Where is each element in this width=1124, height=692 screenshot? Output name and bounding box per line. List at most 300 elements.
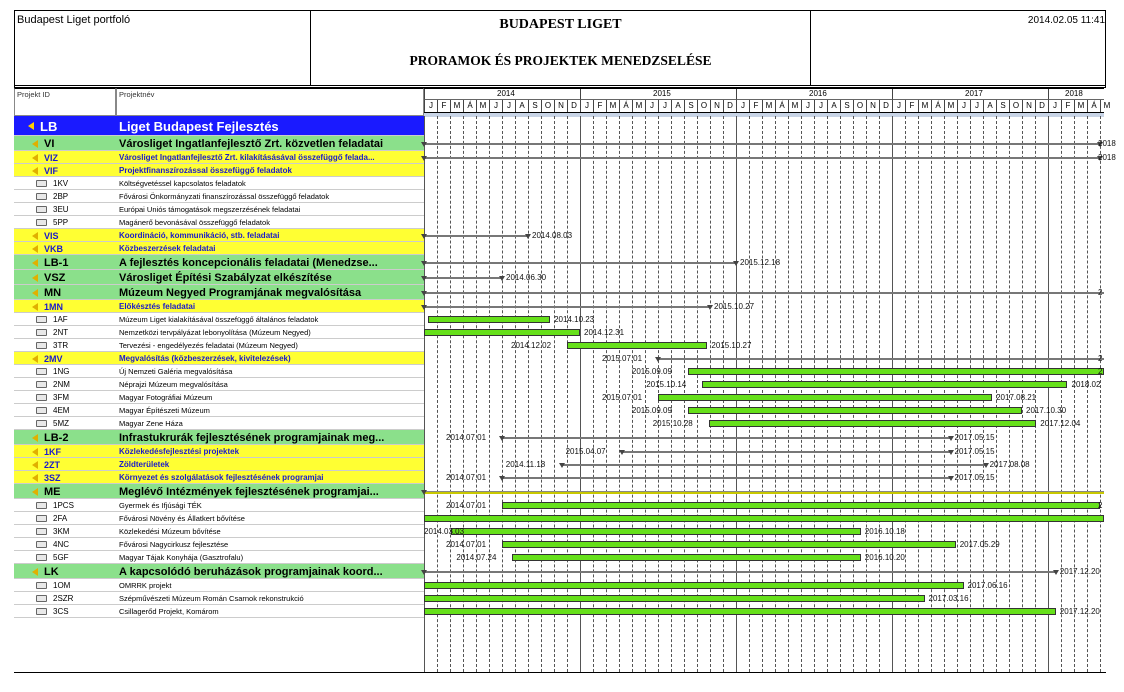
timeline-year: 2017: [892, 89, 1048, 100]
project-name: Magánerő bevonásával összefüggő feladatok: [116, 216, 424, 229]
project-name: Városliget Ingatlanfejlesztő Zrt. közvetlen feladatai: [116, 136, 424, 151]
collapse-triangle-icon[interactable]: [32, 434, 38, 442]
timeline-month: J: [1048, 100, 1061, 112]
gantt-task-bar[interactable]: [424, 608, 1056, 615]
report-date: 2014.02.05 11:41: [1027, 15, 1105, 26]
timeline-month: N: [1022, 100, 1035, 112]
milestone-marker: [499, 276, 505, 281]
project-id: 4EM: [53, 406, 70, 415]
end-date-label: 2: [1098, 287, 1103, 297]
end-date-label: 2015.10.27: [711, 340, 752, 350]
project-name: Magyar Tájak Konyhája (Gasztrofalu): [116, 551, 424, 564]
gantt-summary-bar[interactable]: [424, 571, 1056, 573]
end-date-label: 2017.08.08: [989, 459, 1030, 469]
milestone-marker: [525, 234, 531, 239]
collapse-triangle-icon[interactable]: [32, 303, 38, 311]
end-date-label: 2015.10.27: [714, 301, 755, 311]
gantt-task-bar[interactable]: [451, 528, 861, 535]
timeline-month: J: [424, 100, 437, 112]
project-name: Múzeum Liget kialakításával összefüggő általános feladatok: [116, 313, 424, 326]
start-date-label: 2014.07.01: [446, 432, 487, 442]
timeline-month: N: [710, 100, 723, 112]
project-id: 5GF: [53, 553, 69, 562]
end-date-label: 2014.08.03: [532, 230, 573, 240]
project-name: Fővárosi Nagycirkusz fejlesztése: [116, 538, 424, 551]
project-name: Magyar Fotográfiai Múzeum: [116, 391, 424, 404]
gantt-gridline: [580, 116, 581, 672]
project-name: Fővárosi Növény és Állatkert bővítése: [116, 512, 424, 525]
timeline-month: F: [905, 100, 918, 112]
project-id: 2MV: [44, 353, 63, 364]
end-date-label: 2017.06.16: [967, 580, 1008, 590]
timeline-month: J: [957, 100, 970, 112]
milestone-marker: [421, 234, 427, 239]
end-date-label: 2016.10.18: [864, 526, 905, 536]
timeline-month: Á: [775, 100, 788, 112]
collapse-triangle-icon[interactable]: [32, 232, 38, 240]
timeline-month: D: [879, 100, 892, 112]
start-date-label: 2014.07.01: [446, 472, 487, 482]
end-date-label: 2016.10.20: [864, 552, 905, 562]
project-id: VIS: [44, 230, 59, 241]
project-id: LB-2: [44, 431, 69, 444]
timeline-month: A: [827, 100, 840, 112]
end-date-label: 2018: [1098, 152, 1116, 162]
timeline-month: D: [1035, 100, 1048, 112]
project-name: Közbeszerzések feladatai: [116, 242, 424, 255]
milestone-marker: [421, 305, 427, 310]
gantt-task-bar[interactable]: [709, 420, 1037, 427]
project-id: VI: [44, 137, 55, 150]
end-date-label: 2014.06.30: [506, 272, 547, 282]
project-name: Meglévő Intézmények fejlesztésének programjai...: [116, 484, 424, 499]
gantt-task-bar[interactable]: [424, 582, 964, 589]
folder-icon: [36, 407, 47, 414]
folder-icon: [36, 595, 47, 602]
project-id: 5MZ: [53, 419, 69, 428]
gantt-gridline: [437, 116, 438, 672]
folder-icon: [36, 502, 47, 509]
timeline-month: O: [697, 100, 710, 112]
project-id: 1KV: [53, 179, 69, 188]
folder-icon: [36, 394, 47, 401]
collapse-triangle-icon[interactable]: [32, 355, 38, 363]
gantt-task-bar[interactable]: [428, 316, 550, 323]
project-id: 3SZ: [44, 472, 61, 483]
timeline-month: M: [606, 100, 619, 112]
timeline-month: J: [892, 100, 905, 112]
timeline-month: Á: [1087, 100, 1100, 112]
gantt-task-bar[interactable]: [424, 329, 580, 336]
project-id: 3CS: [53, 607, 69, 616]
timeline-month: J: [645, 100, 658, 112]
end-date-label: 2017.12.20: [1059, 566, 1100, 576]
gantt-gridline: [541, 116, 542, 672]
project-name: OMRRK projekt: [116, 579, 424, 592]
end-date-label: 2017.12.04: [1040, 418, 1081, 428]
project-id-cell: [14, 136, 116, 151]
timeline-month: F: [437, 100, 450, 112]
timeline-month: N: [866, 100, 879, 112]
timeline-month: D: [723, 100, 736, 112]
milestone-marker: [707, 305, 713, 310]
timeline-month: M: [762, 100, 775, 112]
timeline-month: F: [749, 100, 762, 112]
milestone-marker: [421, 276, 427, 281]
project-name: A fejlesztés koncepcionális feladatai (Menedzse...: [116, 255, 424, 270]
gantt-summary-bar[interactable]: [658, 358, 1104, 360]
timeline-month: S: [684, 100, 697, 112]
collapse-triangle-icon[interactable]: [32, 448, 38, 456]
timeline-month: J: [580, 100, 593, 112]
timeline-month: Á: [931, 100, 944, 112]
gantt-gridline: [567, 116, 568, 672]
timeline-year: 2015: [580, 89, 736, 100]
start-date-label: 2014.03.03: [424, 526, 465, 536]
project-id: 1OM: [53, 581, 71, 590]
collapse-triangle-icon[interactable]: [32, 259, 38, 267]
collapse-triangle-icon[interactable]: [32, 461, 38, 469]
folder-icon: [36, 342, 47, 349]
end-date-label: 2014.10.23: [554, 314, 595, 324]
timeline-month: J: [970, 100, 983, 112]
project-name: Környezet és szolgálatások fejlesztésének programjai: [116, 471, 424, 484]
collapse-triangle-icon[interactable]: [32, 154, 38, 162]
project-name: Múzeum Negyed Programjának megvalósítása: [116, 285, 424, 300]
project-id: LB-1: [44, 256, 69, 269]
end-date-label: 2017.08.21: [996, 392, 1037, 402]
end-date-label: 2017.10.30: [1026, 405, 1067, 415]
folder-icon: [36, 193, 47, 200]
project-id: 1KF: [44, 446, 62, 457]
gantt-summary-bar[interactable]: [424, 306, 710, 308]
milestone-marker: [499, 476, 505, 481]
project-id: 2ZT: [44, 459, 61, 470]
project-name: Csillagerőd Projekt, Komárom: [116, 605, 424, 618]
gantt-gridline: [450, 116, 451, 672]
project-id: 1AF: [53, 315, 68, 324]
project-id: LB: [40, 118, 58, 134]
report-title: [311, 11, 811, 85]
milestone-marker: [948, 476, 954, 481]
milestone-marker: [948, 436, 954, 441]
end-date-label: 2018.02: [1071, 379, 1101, 389]
bottom-border: [14, 672, 1106, 673]
project-id-cell: [14, 484, 116, 499]
timeline-month: A: [671, 100, 684, 112]
project-id: VSZ: [44, 271, 66, 284]
gantt-summary-bar[interactable]: [424, 262, 736, 264]
project-name: Nemzetközi tervpályázat lebonyolítása (Múzeum Negyed): [116, 326, 424, 339]
milestone-marker: [421, 156, 427, 161]
timeline-month: M: [944, 100, 957, 112]
gantt-gridline: [1087, 116, 1088, 672]
start-date-label: 2014.07.01: [446, 500, 487, 510]
timeline-month: J: [736, 100, 749, 112]
start-date-label: 2015.10.28: [652, 418, 693, 428]
start-date-label: 2015.04.07: [565, 446, 606, 456]
project-name: Megvalósítás (közbeszerzések, kivitelezések): [116, 352, 424, 365]
report-header: [14, 10, 1106, 88]
gantt-gridline: [476, 116, 477, 672]
timeline-year: 2014: [424, 89, 580, 100]
folder-icon: [36, 206, 47, 213]
timeline-year: 2016: [736, 89, 892, 100]
project-id: 3TR: [53, 341, 69, 350]
collapse-triangle-icon[interactable]: [32, 274, 38, 282]
collapse-triangle-icon[interactable]: [32, 568, 38, 576]
folder-icon: [36, 329, 47, 336]
timeline-month: M: [1074, 100, 1087, 112]
collapse-triangle-icon[interactable]: [32, 167, 38, 175]
project-name: Előkésztés feladatai: [116, 300, 424, 313]
project-id-cell: [14, 564, 116, 579]
end-date-label: 2017.05.15: [954, 432, 995, 442]
timeline-month: M: [632, 100, 645, 112]
title-line-1: BUDAPEST LIGET: [499, 17, 622, 32]
start-date-label: 2014.11.18: [505, 459, 546, 469]
project-id: VKB: [44, 243, 64, 254]
gantt-task-bar[interactable]: [502, 500, 1103, 510]
project-name: Magyar Építészeti Múzeum: [116, 404, 424, 417]
folder-icon: [36, 381, 47, 388]
project-id-cell: [14, 270, 116, 285]
gantt-summary-bar[interactable]: [424, 157, 1100, 159]
gantt-summary-bar[interactable]: [424, 143, 1100, 145]
project-name: Liget Budapest Fejlesztés: [116, 116, 424, 136]
project-name: Magyar Zene Háza: [116, 417, 424, 430]
timeline-month: F: [593, 100, 606, 112]
project-id: 3KM: [53, 527, 70, 536]
end-date-label: 2014.12.31: [584, 327, 625, 337]
end-date-label: 2018: [1098, 138, 1116, 148]
project-name: Szépművészeti Múzeum Román Csarnok rekonstrukció: [116, 592, 424, 605]
collapse-triangle-icon[interactable]: [32, 474, 38, 482]
project-id: 2NT: [53, 328, 69, 337]
project-name: Gyermek és Ifjúsági TÉK: [116, 499, 424, 512]
project-id: 3EU: [53, 205, 69, 214]
folder-icon: [36, 554, 47, 561]
gantt-gridline: [1074, 116, 1075, 672]
folder-icon: [36, 608, 47, 615]
project-name: Infrastukrurák fejlesztésének programjainak meg...: [116, 430, 424, 445]
project-name: Tervezési - engedélyezés feladatai (Múzeum Negyed): [116, 339, 424, 352]
gantt-gridline: [424, 116, 425, 672]
project-id: 1NG: [53, 367, 70, 376]
folder-icon: [36, 528, 47, 535]
timeline-month: M: [918, 100, 931, 112]
timeline-month: A: [515, 100, 528, 112]
milestone-marker: [655, 357, 661, 362]
gantt-gridline: [528, 116, 529, 672]
gantt-task-bar[interactable]: [424, 595, 925, 602]
project-id: MN: [44, 286, 62, 299]
start-date-label: 2014.07.24: [456, 552, 497, 562]
gantt-task-bar[interactable]: [702, 381, 1067, 388]
start-date-label: 2015.09.09: [631, 405, 672, 415]
project-name: Fővárosi Önkormányzati finanszírozással összefüggő feladatok: [116, 190, 424, 203]
gantt-gridline: [489, 116, 490, 672]
gantt-task-bar[interactable]: [688, 368, 1104, 375]
timeline-month: J: [801, 100, 814, 112]
timeline-month: F: [1061, 100, 1074, 112]
milestone-marker: [1053, 570, 1059, 575]
milestone-marker: [559, 463, 565, 468]
folder-icon: [36, 582, 47, 589]
gantt-chart: [424, 116, 1116, 672]
project-name: Városliget Ingatlanfejlesztő Zrt. kilakításásával összefüggő felada...: [116, 151, 424, 164]
end-date-label: 2: [1098, 366, 1103, 376]
project-name: Új Nemzeti Galéria megvalósítása: [116, 365, 424, 378]
gantt-summary-bar[interactable]: [502, 477, 951, 479]
project-id: VIF: [44, 165, 59, 176]
milestone-marker: [421, 261, 427, 266]
timeline-month: J: [489, 100, 502, 112]
end-date-label: 2: [1098, 353, 1103, 363]
gantt-summary-bar[interactable]: [424, 292, 1104, 294]
gantt-gridline: [515, 116, 516, 672]
end-date-label: 2017.05.29: [959, 539, 1000, 549]
end-date-label: 2015.12.18: [740, 257, 781, 267]
collapse-triangle-icon[interactable]: [32, 245, 38, 253]
start-date-label: 2015.07.01: [602, 353, 643, 363]
timeline-month: A: [983, 100, 996, 112]
project-id-cell: [14, 255, 116, 270]
folder-icon: [36, 420, 47, 427]
project-id: 2BP: [53, 192, 69, 201]
project-id: 1PCS: [53, 501, 74, 510]
project-name: Városliget Építési Szabályzat elkészítése: [116, 270, 424, 285]
gantt-gridline: [645, 116, 646, 672]
project-name: A kapcsolódó beruházások programjainak koord...: [116, 564, 424, 579]
title-line-2: PRORAMOK ÉS PROJEKTEK MENEDZSELÉSE: [409, 53, 712, 68]
timeline-month: M: [476, 100, 489, 112]
gantt-gridline: [502, 116, 503, 672]
timeline-year: 2018: [1048, 89, 1104, 100]
project-id: 4NC: [53, 540, 70, 549]
collapse-triangle-icon[interactable]: [32, 488, 38, 496]
project-id: 2NM: [53, 380, 70, 389]
column-header-name[interactable]: Projektnév: [116, 88, 424, 116]
end-date-label: 2017.05.15: [954, 472, 995, 482]
gantt-gridline: [463, 116, 464, 672]
milestone-marker: [421, 142, 427, 147]
project-id: 5PP: [53, 218, 69, 227]
folder-icon: [36, 368, 47, 375]
project-name: Közlekedési Múzeum bővítése: [116, 525, 424, 538]
timeline-month: J: [658, 100, 671, 112]
gantt-gridline: [1100, 116, 1101, 672]
column-header-id[interactable]: Projekt ID: [14, 88, 116, 116]
gantt-task-bar[interactable]: [502, 541, 956, 548]
project-name: Költségvetéssel kapcsolatos feladatok: [116, 177, 424, 190]
portfolio-name: Budapest Liget portfoló: [15, 11, 311, 85]
project-id: 2SZR: [53, 594, 74, 603]
project-id: VIZ: [44, 152, 59, 163]
project-name: Európai Uniós támogatások megszerzésének feladatai: [116, 203, 424, 216]
milestone-marker: [499, 436, 505, 441]
gantt-task-bar[interactable]: [658, 394, 992, 401]
start-date-label: 2014.07.01: [446, 539, 487, 549]
timeline-month: Á: [619, 100, 632, 112]
gantt-summary-bar[interactable]: [424, 491, 1104, 494]
folder-icon: [36, 180, 47, 187]
start-date-label: 2015.09.09: [631, 366, 672, 376]
collapse-triangle-icon[interactable]: [32, 140, 38, 148]
project-id: 3FM: [53, 393, 69, 402]
milestone-marker: [733, 261, 739, 266]
timeline-month: Á: [463, 100, 476, 112]
folder-icon: [36, 515, 47, 522]
timeline-month: M: [788, 100, 801, 112]
timeline-month: O: [1009, 100, 1022, 112]
end-date-label: 2: [1098, 500, 1103, 510]
timeline-month: S: [840, 100, 853, 112]
milestone-marker: [421, 570, 427, 575]
start-date-label: 2015.07.01: [602, 392, 643, 402]
gantt-task-bar[interactable]: [424, 515, 1104, 522]
collapse-triangle-icon[interactable]: [32, 289, 38, 297]
folder-icon: [36, 219, 47, 226]
milestone-marker: [421, 490, 427, 495]
timeline-month: N: [554, 100, 567, 112]
timeline-month: S: [528, 100, 541, 112]
gantt-summary-bar[interactable]: [502, 437, 951, 439]
folder-icon: [36, 541, 47, 548]
timeline-header: [424, 88, 1111, 116]
milestone-marker: [619, 450, 625, 455]
gantt-summary-bar[interactable]: [424, 235, 528, 237]
project-name: Projektfinanszírozással összefüggő feladatok: [116, 164, 424, 177]
gantt-task-bar[interactable]: [688, 407, 1022, 414]
milestone-marker: [983, 463, 989, 468]
gantt-summary-bar[interactable]: [622, 451, 951, 453]
project-id: 2FA: [53, 514, 68, 523]
timeline-month: S: [996, 100, 1009, 112]
timeline-month: M: [450, 100, 463, 112]
timeline-month: J: [814, 100, 827, 112]
end-date-label: 2017.12.20: [1059, 606, 1100, 616]
gantt-gridline: [554, 116, 555, 672]
start-date-label: 2015.10.14: [646, 379, 687, 389]
project-name: Zöldterületek: [116, 458, 424, 471]
project-name: Néprajzi Múzeum megvalósítása: [116, 378, 424, 391]
gantt-gridline: [593, 116, 594, 672]
project-id-cell: [14, 116, 116, 136]
project-name: Közlekedésfejlesztési projektek: [116, 445, 424, 458]
gantt-gridline: [1061, 116, 1062, 672]
timeline-month: D: [567, 100, 580, 112]
timeline-month: O: [853, 100, 866, 112]
gantt-summary-bar[interactable]: [424, 277, 502, 279]
gantt-summary-bar[interactable]: [562, 464, 986, 466]
gantt-gridline: [1048, 116, 1049, 672]
start-date-label: 2014.12.02: [511, 340, 552, 350]
project-id-cell: [14, 430, 116, 445]
gantt-task-bar[interactable]: [512, 554, 860, 561]
collapse-triangle-icon[interactable]: [28, 122, 34, 130]
project-id-cell: [14, 285, 116, 300]
timeline-month: M: [1100, 100, 1113, 112]
project-name: Koordináció, kommunikáció, stb. feladatai: [116, 229, 424, 242]
project-id: LK: [44, 565, 59, 578]
timeline-month: J: [502, 100, 515, 112]
end-date-label: 2017.05.15: [954, 446, 995, 456]
milestone-marker: [948, 450, 954, 455]
gantt-task-bar[interactable]: [567, 342, 707, 349]
project-id: ME: [44, 485, 61, 498]
row-separator: [14, 617, 424, 618]
